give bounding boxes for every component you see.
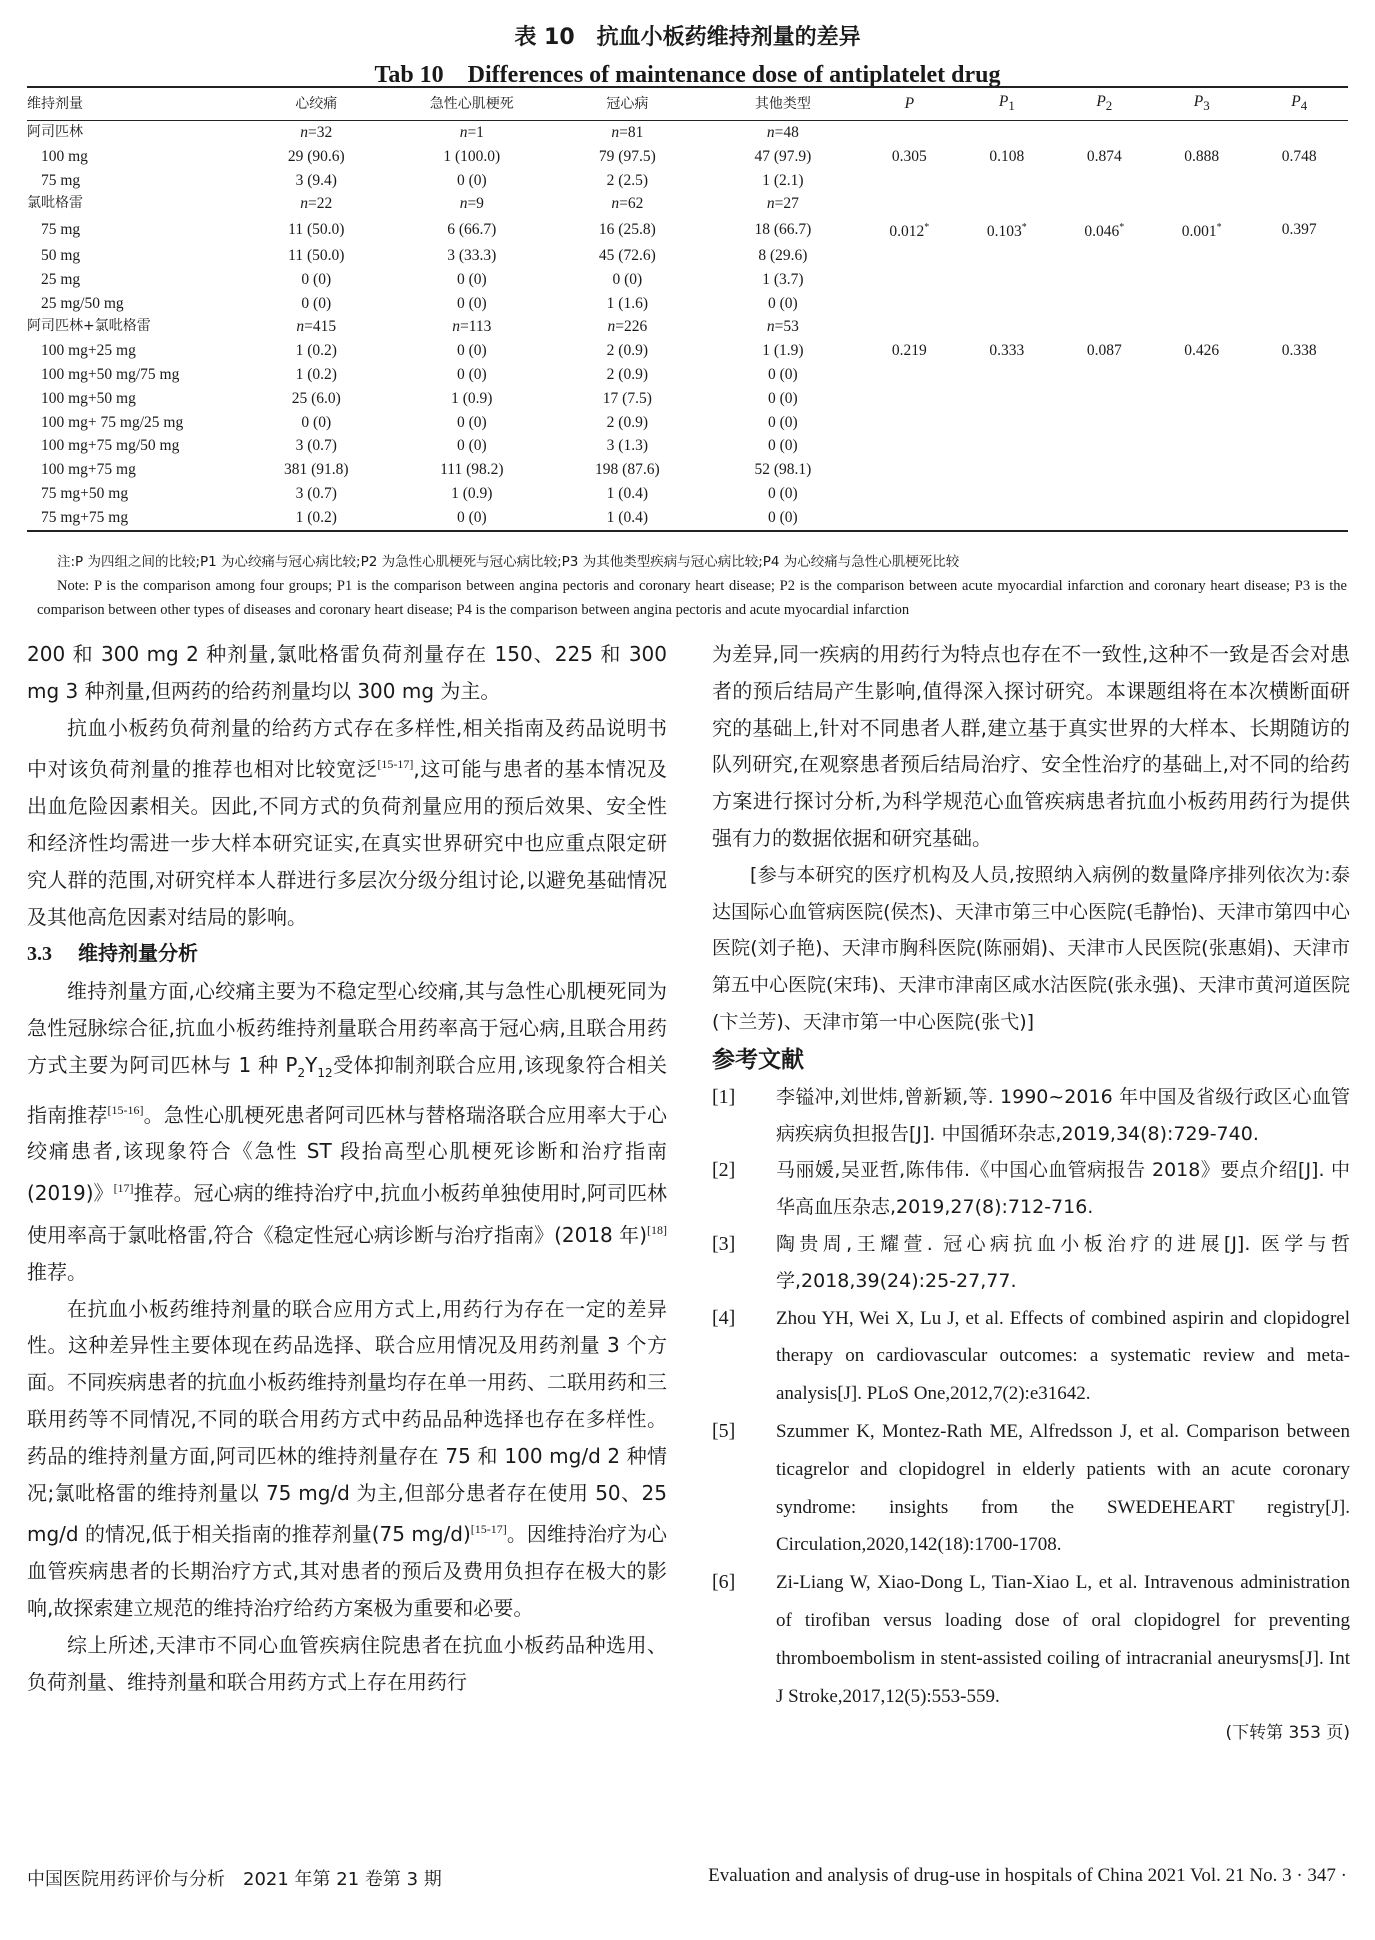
- cell-value: 17 (7.5): [602, 389, 652, 407]
- cell-value: 0 (0): [456, 437, 487, 455]
- cell-value: 11 (50.0): [288, 247, 345, 265]
- p-value: [1153, 363, 1250, 387]
- note-en: Note: P is the comparison among four groups; P1 is the comparison between angina pectoris and coronary heart disease; P2 is the comparison between acute myocardial infarction and coronary heart disease; P3 is the comparison between other types of diseases and coronary heart disease; P4 is the comparison between angina pectoris and acute myocardial infarction: [37, 578, 1347, 618]
- row-label: 75 mg+75 mg: [41, 508, 129, 526]
- cell-value: 0 (0): [768, 413, 798, 431]
- cell-value: 0 (0): [456, 342, 487, 360]
- reference-number: [5]: [712, 1419, 736, 1442]
- p-value: [1250, 169, 1348, 193]
- row-label: 阿司匹林+氯吡格雷: [27, 318, 151, 335]
- p-value: [1153, 315, 1250, 339]
- p-value: [958, 292, 1055, 316]
- cell-value: 0 (0): [768, 437, 798, 455]
- p-value: [1056, 506, 1153, 531]
- cell-value: 3 (0.7): [295, 437, 337, 455]
- row-label: 阿司匹林: [27, 124, 83, 141]
- row-label: 75 mg: [41, 221, 81, 239]
- row-label: 100 mg+50 mg: [41, 389, 136, 407]
- cell-value: 1 (0.9): [451, 389, 493, 407]
- p-value: [861, 506, 958, 531]
- p-value: [958, 482, 1055, 506]
- cell-value: 3 (0.7): [295, 485, 337, 503]
- row-label: 100 mg+ 75 mg/25 mg: [41, 413, 184, 431]
- continued-note: (下转第 353 页): [1225, 1723, 1350, 1744]
- p-value: [1153, 458, 1250, 482]
- section-heading: 3.3 维持剂量分析: [27, 941, 198, 966]
- cell-value: 0 (0): [456, 366, 487, 384]
- p-value: [1250, 482, 1348, 506]
- footer-journal-en: Evaluation and analysis of drug-use in hospitals of China 2021 Vol. 21 No. 3 · 347 ·: [708, 1865, 1347, 1886]
- row-label: 25 mg/50 mg: [41, 294, 124, 312]
- cell-value: 1 (3.7): [762, 270, 804, 288]
- cell-value: 1 (0.2): [295, 366, 337, 384]
- reference-item: [712, 1152, 1350, 1226]
- reference-item: [712, 1079, 1350, 1153]
- p-value: 0.001*: [1181, 222, 1222, 241]
- p-value: [1056, 192, 1153, 216]
- p-value: [1153, 387, 1250, 411]
- table-group-row: [27, 192, 1348, 216]
- citation[interactable]: [18]: [647, 1222, 667, 1237]
- p-value: [1056, 121, 1153, 145]
- p-value: [958, 315, 1055, 339]
- reference-text: 陶贵周,王耀萱. 冠心病抗血小板治疗的进展[J]. 医学与哲学,2018,39(24):25-27,77.: [776, 1232, 1350, 1292]
- header-p1: $P_1$: [998, 93, 1015, 114]
- cell-value: 45 (72.6): [598, 247, 656, 265]
- table-row: [27, 434, 1348, 458]
- row-label: 氯吡格雷: [27, 195, 83, 212]
- p-value: [1153, 506, 1250, 531]
- table-row: [27, 145, 1348, 169]
- reference-text: Szummer K, Montez-Rath ME, Alfredsson J, et al. Comparison between ticagrelor and clopidogrel in elderly patients with an acute coronary syndrome: insights from the SWEDEHEART registry[J]. Circulation,2020,142(18):1700-1708.: [776, 1420, 1350, 1556]
- cell-value: n=22: [300, 195, 333, 213]
- p-value: [1153, 121, 1250, 145]
- p-value: [958, 458, 1055, 482]
- header-p4: $P_4$: [1291, 93, 1308, 114]
- maintenance-dose-table: [27, 86, 1348, 532]
- cell-value: 3 (33.3): [447, 247, 497, 265]
- paragraph: 综上所述,天津市不同心血管疾病住院患者在抗血小板药品种选用、负荷剂量、维持剂量和联合用药方式上存在用药行: [27, 1632, 667, 1694]
- cell-value: 6 (66.7): [447, 221, 497, 239]
- p-value: [958, 244, 1055, 268]
- p-value: [1250, 268, 1348, 292]
- table-container: [27, 86, 1348, 532]
- cell-value: 1 (2.1): [762, 171, 804, 189]
- cell-value: 11 (50.0): [288, 221, 345, 239]
- header-other: 其他类型: [754, 96, 811, 113]
- table-row: [27, 292, 1348, 316]
- cell-value: n=32: [300, 124, 333, 142]
- reference-number: [4]: [712, 1306, 736, 1329]
- p-value: [958, 192, 1055, 216]
- cell-value: 1 (1.6): [606, 294, 648, 312]
- p-value: [861, 192, 958, 216]
- cell-value: 0 (0): [456, 508, 487, 526]
- p-value: 0.108: [989, 147, 1025, 165]
- p-value: [1056, 169, 1153, 193]
- p-value: 0.426: [1184, 342, 1220, 360]
- cell-value: 0 (0): [456, 171, 487, 189]
- p-value: [958, 387, 1055, 411]
- citation[interactable]: [15-17]: [377, 757, 414, 772]
- table-row: [27, 268, 1348, 292]
- cell-value: 381 (91.8): [283, 461, 349, 479]
- row-label: 100 mg+75 mg/50 mg: [41, 437, 180, 455]
- cell-value: 0 (0): [768, 485, 798, 503]
- header-ami: 急性心肌梗死: [429, 96, 514, 113]
- cell-value: 8 (29.6): [758, 247, 808, 265]
- p-value: 0.305: [891, 147, 927, 165]
- row-label: 100 mg: [41, 147, 88, 165]
- paragraph: 200 和 300 mg 2 种剂量,氯吡格雷负荷剂量存在 150、225 和 300 mg 3 种剂量,但两药的给药剂量均以 300 mg 为主。: [27, 642, 667, 703]
- cell-value: 0 (0): [301, 270, 332, 288]
- cell-value: 1 (100.0): [443, 147, 501, 165]
- table-row: [27, 244, 1348, 268]
- cell-value: 1 (0.9): [451, 485, 493, 503]
- table-body: [27, 121, 1348, 531]
- table-title-en: Tab 10 Differences of maintenance dose of antiplatelet drug: [374, 62, 1001, 88]
- table-group-row: [27, 121, 1348, 145]
- p-value: [1056, 315, 1153, 339]
- table-row: [27, 387, 1348, 411]
- participants-note: [参与本研究的医疗机构及人员,按照纳入病例的数量降序排列依次为:泰达国际心血管病医院(侯杰)、天津市第三中心医院(毛静怡)、天津市第四中心医院(刘子艳)、天津市胸科医院(陈丽娟)、天津市人民医院(张惠娟)、天津市第五中心医院(宋玮)、天津市津南区咸水沽医院(张永强)、天津市黄河道医院(卞兰芳)、天津市第一中心医院(张弋)]: [712, 863, 1350, 1033]
- cell-value: 0 (0): [301, 294, 332, 312]
- table-note: [37, 550, 1347, 622]
- cell-value: 1 (0.2): [295, 508, 337, 526]
- right-column: [712, 636, 1350, 1752]
- cell-value: 0 (0): [768, 366, 798, 384]
- citation[interactable]: [17]: [113, 1181, 134, 1196]
- cell-value: n=53: [766, 318, 799, 336]
- p-value: [1250, 363, 1348, 387]
- p-value: 0.087: [1086, 342, 1122, 360]
- cell-value: 0 (0): [768, 389, 798, 407]
- note-cn: 注:P 为四组之间的比较;P1 为心绞痛与冠心病比较;P2 为急性心肌梗死与冠心病比较;P3 为其他类型疾病与冠心病比较;P4 为心绞痛与急性心肌梗死比较: [57, 554, 960, 570]
- p-value: [1153, 411, 1250, 435]
- cell-value: 16 (25.8): [598, 221, 656, 239]
- p-value: [1153, 192, 1250, 216]
- citation[interactable]: [15-16]: [107, 1102, 144, 1117]
- cell-value: 47 (97.9): [754, 147, 812, 165]
- table-row: [27, 363, 1348, 387]
- table-group-row: [27, 315, 1348, 339]
- p-value: [1153, 434, 1250, 458]
- p-value: [861, 458, 958, 482]
- left-column: [27, 636, 667, 1700]
- reference-item: [712, 1413, 1350, 1564]
- cell-value: n=113: [452, 318, 492, 336]
- p-value: [861, 268, 958, 292]
- p-value: [1250, 458, 1348, 482]
- p-value: 0.748: [1281, 147, 1317, 165]
- cell-value: 29 (90.6): [287, 147, 345, 165]
- p-value: [1153, 244, 1250, 268]
- reference-text: 马丽媛,吴亚哲,陈伟伟.《中国心血管病报告 2018》要点介绍[J]. 中华高血压杂志,2019,27(8):712-716.: [776, 1159, 1350, 1219]
- p-value: [1250, 387, 1348, 411]
- p-value: 0.046*: [1084, 222, 1125, 241]
- header-p2: $P_2$: [1096, 93, 1113, 114]
- cell-value: 198 (87.6): [595, 461, 660, 479]
- p-value: [1250, 434, 1348, 458]
- cell-value: 18 (66.7): [754, 221, 812, 239]
- header-p: P: [904, 95, 915, 113]
- reference-text: Zhou YH, Wei X, Lu J, et al. Effects of combined aspirin and clopidogrel therapy on cardiovascular outcomes: a systematic review and meta-analysis[J]. PLoS One,2012,7(2):e31642.: [776, 1307, 1350, 1405]
- p-value: 0.012*: [889, 222, 930, 241]
- header-p3: $P_3$: [1193, 93, 1210, 114]
- table-title-cn: 表 10 抗血小板药维持剂量的差异: [514, 25, 861, 50]
- p-value: [861, 434, 958, 458]
- cell-value: 0 (0): [768, 508, 798, 526]
- cell-value: 0 (0): [768, 294, 798, 312]
- row-label: 100 mg+50 mg/75 mg: [41, 366, 180, 384]
- p-value: [861, 363, 958, 387]
- p-value: [861, 169, 958, 193]
- table-row: [27, 216, 1348, 244]
- reference-list: [712, 1079, 1350, 1716]
- cell-value: 3 (9.4): [295, 171, 337, 189]
- p-value: 0.103*: [986, 222, 1027, 241]
- row-label: 75 mg+50 mg: [41, 485, 129, 503]
- p-value: 0.219: [891, 342, 927, 360]
- paragraph: 在抗血小板药维持剂量的联合应用方式上,用药行为存在一定的差异性。这种差异性主要体现在药品选择、联合应用情况及用药剂量 3 个方面。不同疾病患者的抗血小板药维持剂量均存在单一用药、二联用药和三联用药等不同情况,不同的联合用药方式中药品品种选择也存在多样性。药品的维持剂量方面,阿司匹林的维持剂量存在 75 和 100 mg/d 2 种情况;氯吡格雷的维持剂量以 75 mg/d 为主,但部分患者存在使用 50、25 mg/d 的情况,低于相关指南的推荐剂量(75 mg/d)[15-17]。因维持治疗为心血管疾病患者的长期治疗方式,其对患者的预后及费用负担存在极大的影响,故探索建立规范的维持治疗给药方案极为重要和必要。: [27, 1296, 668, 1620]
- p-value: [1153, 482, 1250, 506]
- p-value: [958, 268, 1055, 292]
- cell-value: n=27: [766, 195, 799, 213]
- p-value: [958, 121, 1055, 145]
- row-label: 100 mg+75 mg: [41, 461, 136, 479]
- cell-value: 3 (1.3): [606, 437, 648, 455]
- p-value: [1056, 434, 1153, 458]
- row-label: 50 mg: [41, 247, 81, 265]
- p-value: [861, 292, 958, 316]
- p-value: [958, 411, 1055, 435]
- cell-value: n=81: [611, 124, 644, 142]
- p-value: [861, 411, 958, 435]
- p-value: [861, 387, 958, 411]
- cell-value: n=48: [766, 124, 799, 142]
- cell-value: 0 (0): [456, 294, 487, 312]
- cell-value: 2 (2.5): [606, 171, 648, 189]
- cell-value: 0 (0): [301, 413, 332, 431]
- p-value: [1056, 244, 1153, 268]
- reference-item: [712, 1300, 1350, 1413]
- cell-value: n=415: [296, 318, 337, 336]
- table-row: [27, 169, 1348, 193]
- p-value: [1250, 192, 1348, 216]
- table-row: [27, 482, 1348, 506]
- cell-value: 2 (0.9): [606, 342, 648, 360]
- p-value: 0.397: [1281, 221, 1317, 239]
- cell-value: 0 (0): [456, 413, 487, 431]
- p-value: [861, 244, 958, 268]
- reference-text: Zi-Liang W, Xiao-Dong L, Tian-Xiao L, et al. Intravenous administration of tirofiban versus loading dose of oral clopidogrel for preventing thromboembolism in stent-assisted coiling of intracranial aneurysms[J]. Int J Stroke,2017,12(5):553-559.: [776, 1572, 1350, 1707]
- reference-number: [3]: [712, 1232, 736, 1255]
- p-value: [958, 363, 1055, 387]
- cell-value: n=1: [459, 124, 484, 142]
- footer-journal-cn: 中国医院用药评价与分析 2021 年第 21 卷第 3 期: [27, 1869, 442, 1890]
- cell-value: 52 (98.1): [754, 461, 812, 479]
- p-value: [1056, 458, 1153, 482]
- row-label: 100 mg+25 mg: [41, 342, 136, 360]
- p-value: [1250, 506, 1348, 531]
- reference-item: [712, 1226, 1350, 1300]
- reference-item: [712, 1564, 1350, 1715]
- p-value: 0.333: [989, 342, 1025, 360]
- p-value: [1250, 315, 1348, 339]
- cell-value: 2 (0.9): [606, 366, 648, 384]
- citation[interactable]: [15-17]: [470, 1522, 507, 1537]
- reference-number: [2]: [712, 1159, 736, 1182]
- table-row: [27, 506, 1348, 531]
- cell-value: 1 (0.4): [606, 508, 648, 526]
- reference-number: [6]: [712, 1571, 736, 1594]
- p-value: 0.888: [1184, 147, 1220, 165]
- p-value: [1250, 244, 1348, 268]
- p-value: [958, 506, 1055, 531]
- p-value: [1056, 482, 1153, 506]
- references-heading: 参考文献: [712, 1046, 804, 1073]
- reference-number: [1]: [712, 1085, 736, 1108]
- cell-value: n=62: [611, 195, 644, 213]
- reference-text: 李镒冲,刘世炜,曾新颖,等. 1990~2016 年中国及省级行政区心血管病疾病负担报告[J]. 中国循环杂志,2019,34(8):729-740.: [776, 1085, 1350, 1145]
- cell-value: 1 (0.4): [606, 485, 648, 503]
- paragraph: 为差异,同一疾病的用药行为特点也存在不一致性,这种不一致是否会对患者的预后结局产生影响,值得深入探讨研究。本课题组将在本次横断面研究的基础上,针对不同患者人群,建立基于真实世界的大样本、长期随访的队列研究,在观察患者预后结局治疗、安全性治疗的基础上,对不同的给药方案进行探讨分析,为科学规范心血管疾病患者抗血小板药用药行为提供强有力的数据依据和研究基础。: [712, 642, 1350, 850]
- p-value: [1056, 268, 1153, 292]
- p-value: [1153, 292, 1250, 316]
- p-value: [1056, 411, 1153, 435]
- p-value: [1250, 121, 1348, 145]
- cell-value: 79 (97.5): [598, 147, 656, 165]
- row-label: 75 mg: [41, 171, 81, 189]
- p-value: [1056, 387, 1153, 411]
- p-value: [861, 121, 958, 145]
- p-value: 0.874: [1086, 147, 1122, 165]
- p-value: [1056, 292, 1153, 316]
- header-dose: 维持剂量: [27, 96, 83, 113]
- p-value: [1250, 411, 1348, 435]
- row-label: 25 mg: [41, 270, 81, 288]
- header-angina: 心绞痛: [295, 96, 338, 113]
- cell-value: 2 (0.9): [606, 413, 648, 431]
- cell-value: 0 (0): [612, 270, 643, 288]
- p-value: [1250, 292, 1348, 316]
- cell-value: n=9: [459, 195, 484, 213]
- table-row: [27, 339, 1348, 363]
- cell-value: 111 (98.2): [440, 461, 504, 479]
- cell-value: 25 (6.0): [291, 389, 341, 407]
- p-value: [1153, 169, 1250, 193]
- cell-value: 0 (0): [456, 270, 487, 288]
- cell-value: 1 (1.9): [762, 342, 804, 360]
- p-value: [1056, 363, 1153, 387]
- p-value: [958, 169, 1055, 193]
- cell-value: 1 (0.2): [295, 342, 337, 360]
- paragraph: 抗血小板药负荷剂量的给药方式存在多样性,相关指南及药品说明书中对该负荷剂量的推荐也相对比较宽泛[15-17],这可能与患者的基本情况及出血危险因素相关。因此,不同方式的负荷剂量应用的预后效果、安全性和经济性均需进一步大样本研究证实,在真实世界研究中也应重点限定研究人群的范围,对研究样本人群进行多层次分级分组讨论,以避免基础情况及其他高危因素对结局的影响。: [27, 715, 668, 929]
- cell-value: n=226: [607, 318, 648, 336]
- p-value: [958, 434, 1055, 458]
- p-value: 0.338: [1281, 342, 1317, 360]
- p-value: [861, 482, 958, 506]
- header-chd: 冠心病: [606, 96, 649, 113]
- paragraph: 维持剂量方面,心绞痛主要为不稳定型心绞痛,其与急性心肌梗死同为急性冠脉综合征,抗血小板药维持剂量联合用药率高于冠心病,且联合用药方式主要为阿司匹林与 1 种 $P_2Y_{12}$受体抑制剂联合应用,该现象符合相关指南推荐[15-16]。急性心肌梗死患者阿司匹林与替格瑞洛联合应用率大于心绞痛患者,该现象符合《急性 ST 段抬高型心肌梗死诊断和治疗指南(2019)》[17]推荐。冠心病的维持治疗中,抗血小板药单独使用时,阿司匹林使用率高于氯吡格雷,符合《稳定性冠心病诊断与治疗指南》(2018 年)[18]推荐。: [27, 979, 668, 1284]
- table-header-row: [27, 87, 1348, 121]
- p-value: [861, 315, 958, 339]
- table-row: [27, 411, 1348, 435]
- p-value: [1153, 268, 1250, 292]
- table-row: [27, 458, 1348, 482]
